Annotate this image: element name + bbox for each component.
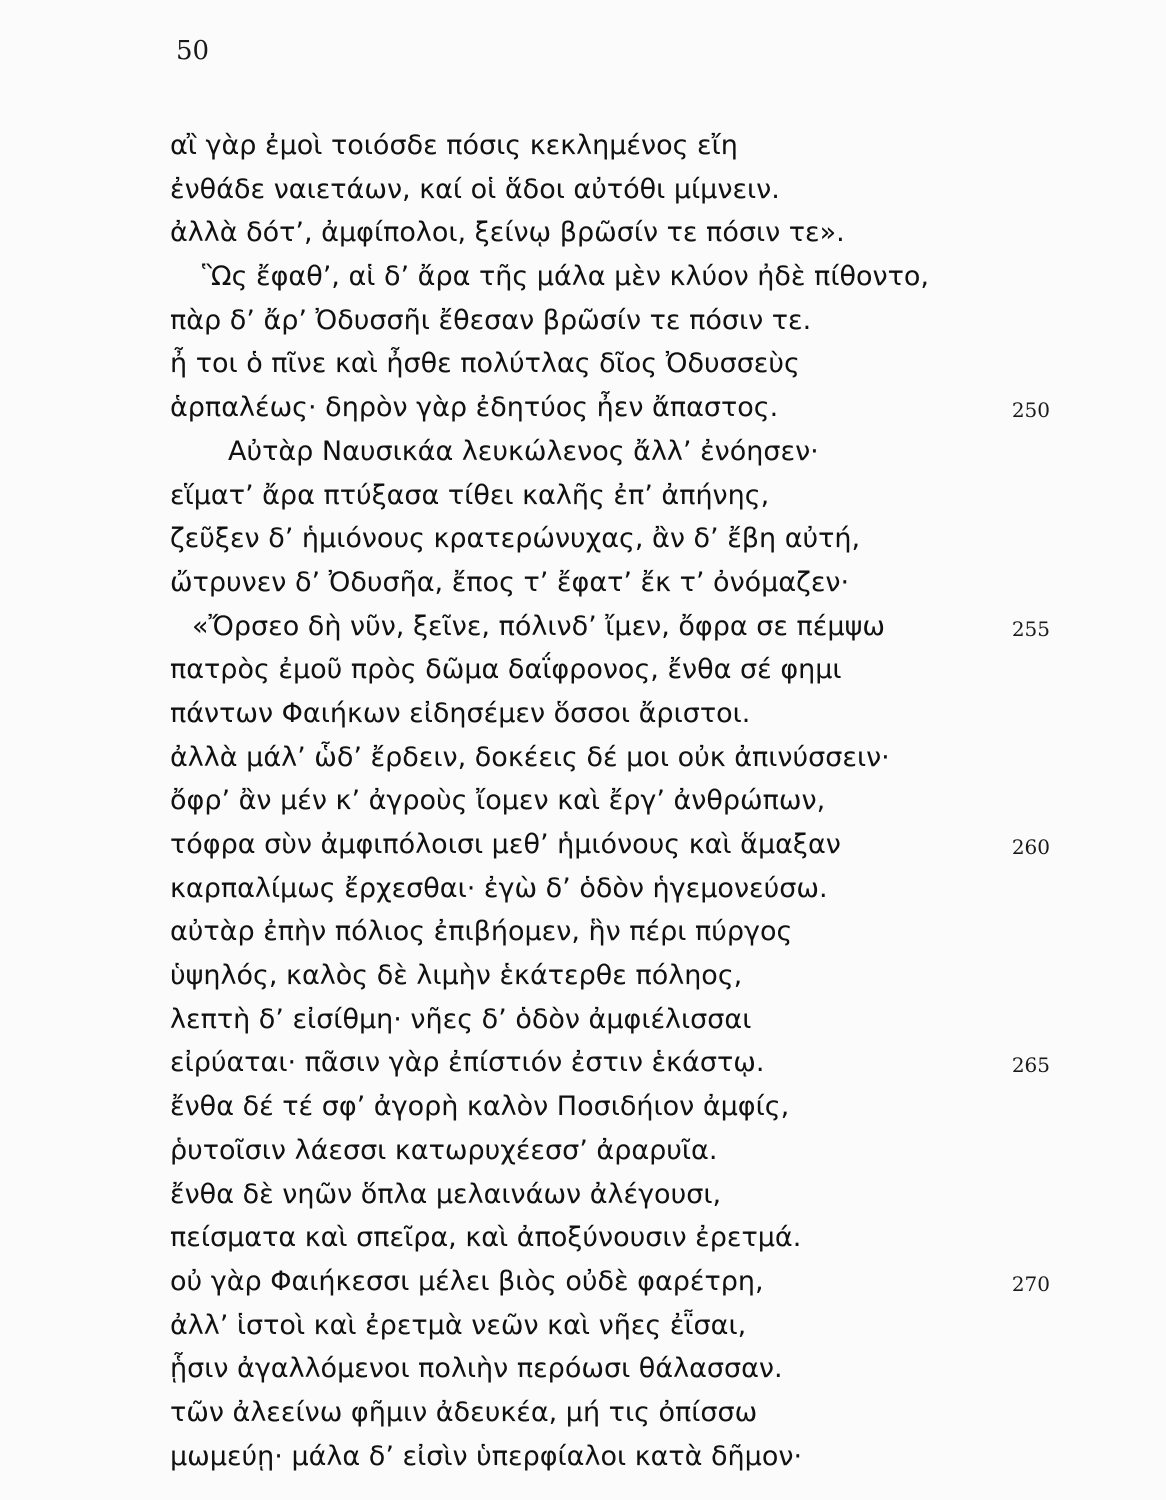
- verse-text-10: ζεῦξεν δ’ ἡμιόνους κρατερώνυχας, ἂν δ’ ἔβη αὐτή,: [170, 523, 861, 555]
- verse-text-4: Ὣς ἔφαθ’, αἱ δ’ ἄρα τῆς μάλα μὲν κλύον ἠδὲ πίθοντο,: [202, 261, 929, 293]
- verse-line-12: [170, 609, 1050, 653]
- verse-text-30: τῶν ἀλεείνω φῆμιν ἀδευκέα, μή τις ὀπίσσω: [170, 1396, 758, 1428]
- verse-text-11: ὤτρυνεν δ’ Ὀδυσῆα, ἔπος τ’ ἔφατ’ ἔκ τ’ ὀνόμαζεν·: [170, 566, 850, 598]
- verse-line-9: [170, 478, 1050, 522]
- verse-line-11: [170, 565, 1050, 609]
- verse-text-17: τόφρα σὺν ἀμφιπόλοισι μεθ’ ἡμιόνους καὶ ἅμαξαν: [170, 829, 841, 860]
- verse-line-15: [170, 740, 1050, 784]
- verse-text-7: ἁρπαλέως· δηρὸν γὰρ ἐδητύος ἦεν ἄπαστος.: [170, 392, 779, 424]
- verse-line-14: [170, 696, 1050, 740]
- verse-line-8: [170, 434, 1050, 478]
- verse-line-1: [170, 128, 1050, 172]
- verse-line-30: [170, 1395, 1050, 1439]
- verse-line-13: [170, 652, 1050, 696]
- verse-text-24: ῥυτοῖσιν λάεσσι κατωρυχέεσσ’ ἀραρυῖα.: [170, 1134, 718, 1166]
- page-number: 50: [176, 36, 210, 66]
- verse-line-26: [170, 1220, 1050, 1264]
- verse-line-7: [170, 390, 1050, 434]
- verse-text-13: πατρὸς ἐμοῦ πρὸς δῶμα δαΐφρονος, ἔνθα σέ φημι: [170, 654, 842, 686]
- verse-text-5: πὰρ δ’ ἄρ’ Ὀδυσσῆι ἔθεσαν βρῶσίν τε πόσιν τε.: [170, 304, 812, 336]
- verse-text-25: ἔνθα δὲ νηῶν ὅπλα μελαινάων ἀλέγουσι,: [170, 1178, 722, 1210]
- line-number-7: 250: [1011, 398, 1050, 423]
- verse-text-22: εἰρύαται· πᾶσιν γὰρ ἐπίστιόν ἐστιν ἑκάστῳ.: [170, 1047, 765, 1079]
- verse-line-5: [170, 303, 1050, 347]
- verse-text-21: λεπτὴ δ’ εἰσίθμη· νῆες δ’ ὁδὸν ἀμφιέλισσαι: [170, 1003, 752, 1035]
- line-number-17: 260: [1011, 835, 1050, 859]
- verse-text-23: ἔνθα δέ τέ σφ’ ἀγορὴ καλὸν Ποσιδήιον ἀμφίς,: [170, 1091, 790, 1123]
- verse-text-3: ἀλλὰ δότ’, ἀμφίπολοι, ξείνῳ βρῶσίν τε πόσιν τε».: [170, 217, 845, 249]
- verse-line-23: [170, 1089, 1050, 1133]
- line-number-27: 270: [1011, 1271, 1050, 1296]
- verse-text-18: καρπαλίμως ἔρχεσθαι· ἐγὼ δ’ ὁδὸν ἡγεμονεύσω.: [170, 872, 828, 904]
- verse-block: [170, 128, 1050, 1482]
- verse-text-20: ὑψηλός, καλὸς δὲ λιμὴν ἑκάτερθε πόληος,: [170, 960, 743, 992]
- verse-line-25: [170, 1177, 1050, 1221]
- verse-line-24: [170, 1133, 1050, 1177]
- verse-line-4: [170, 259, 1050, 303]
- verse-text-31: μωμεύῃ· μάλα δ’ εἰσὶν ὑπερφίαλοι κατὰ δῆμον·: [170, 1440, 803, 1472]
- verse-text-27: οὐ γὰρ Φαιήκεσσι μέλει βιὸς οὐδὲ φαρέτρη,: [170, 1265, 764, 1297]
- verse-line-17: [170, 827, 1050, 871]
- verse-text-16: ὄφρ’ ἂν μέν κ’ ἀγροὺς ἴομεν καὶ ἔργ’ ἀνθρώπων,: [170, 785, 826, 817]
- verse-line-22: [170, 1045, 1050, 1089]
- verse-text-9: εἵματ’ ἄρα πτύξασα τίθει καλῆς ἐπ’ ἀπήνης,: [170, 479, 770, 511]
- verse-text-26: πείσματα καὶ σπεῖρα, καὶ ἀποξύνουσιν ἐρετμά.: [170, 1222, 802, 1254]
- verse-line-29: [170, 1351, 1050, 1395]
- verse-line-27: [170, 1264, 1050, 1308]
- verse-text-2: ἐνθάδε ναιετάων, καί οἱ ἅδοι αὐτόθι μίμνειν.: [170, 173, 780, 205]
- verse-text-8: Αὐτὰρ Ναυσικάα λευκώλενος ἄλλ’ ἐνόησεν·: [228, 435, 819, 467]
- verse-text-14: πάντων Φαιήκων εἰδησέμεν ὅσσοι ἄριστοι.: [170, 697, 751, 729]
- verse-text-12: «Ὄρσεο δὴ νῦν, ξεῖνε, πόλινδ’ ἴμεν, ὄφρα σε πέμψω: [192, 610, 885, 642]
- verse-line-28: [170, 1308, 1050, 1352]
- verse-text-1: αἲ γὰρ ἐμοὶ τοιόσδε πόσις κεκλημένος εἴη: [170, 130, 738, 161]
- verse-line-16: [170, 783, 1050, 827]
- verse-line-10: [170, 521, 1050, 565]
- verse-text-15: ἀλλὰ μάλ’ ὧδ’ ἔρδειν, δοκέεις δέ μοι οὐκ ἀπινύσσειν·: [170, 741, 890, 773]
- verse-text-28: ἀλλ’ ἱστοὶ καὶ ἐρετμὰ νεῶν καὶ νῆες ἐῗσαι,: [170, 1309, 747, 1341]
- line-number-22: 265: [1011, 1053, 1050, 1078]
- verse-line-21: [170, 1002, 1050, 1046]
- verse-line-18: [170, 871, 1050, 915]
- verse-line-19: [170, 914, 1050, 958]
- verse-text-29: ᾗσιν ἀγαλλόμενοι πολιὴν περόωσι θάλασσαν.: [170, 1353, 783, 1385]
- verse-line-3: [170, 215, 1050, 259]
- verse-text-6: ἦ τοι ὁ πῖνε καὶ ἦσθε πολύτλας δῖος Ὀδυσσεὺς: [170, 348, 800, 380]
- verse-line-6: [170, 346, 1050, 390]
- line-number-12: 255: [1011, 616, 1050, 641]
- verse-text-19: αὐτὰρ ἐπὴν πόλιος ἐπιβήομεν, ἣν πέρι πύργος: [170, 916, 793, 948]
- verse-line-31: [170, 1439, 1050, 1483]
- verse-line-20: [170, 958, 1050, 1002]
- verse-line-2: [170, 172, 1050, 216]
